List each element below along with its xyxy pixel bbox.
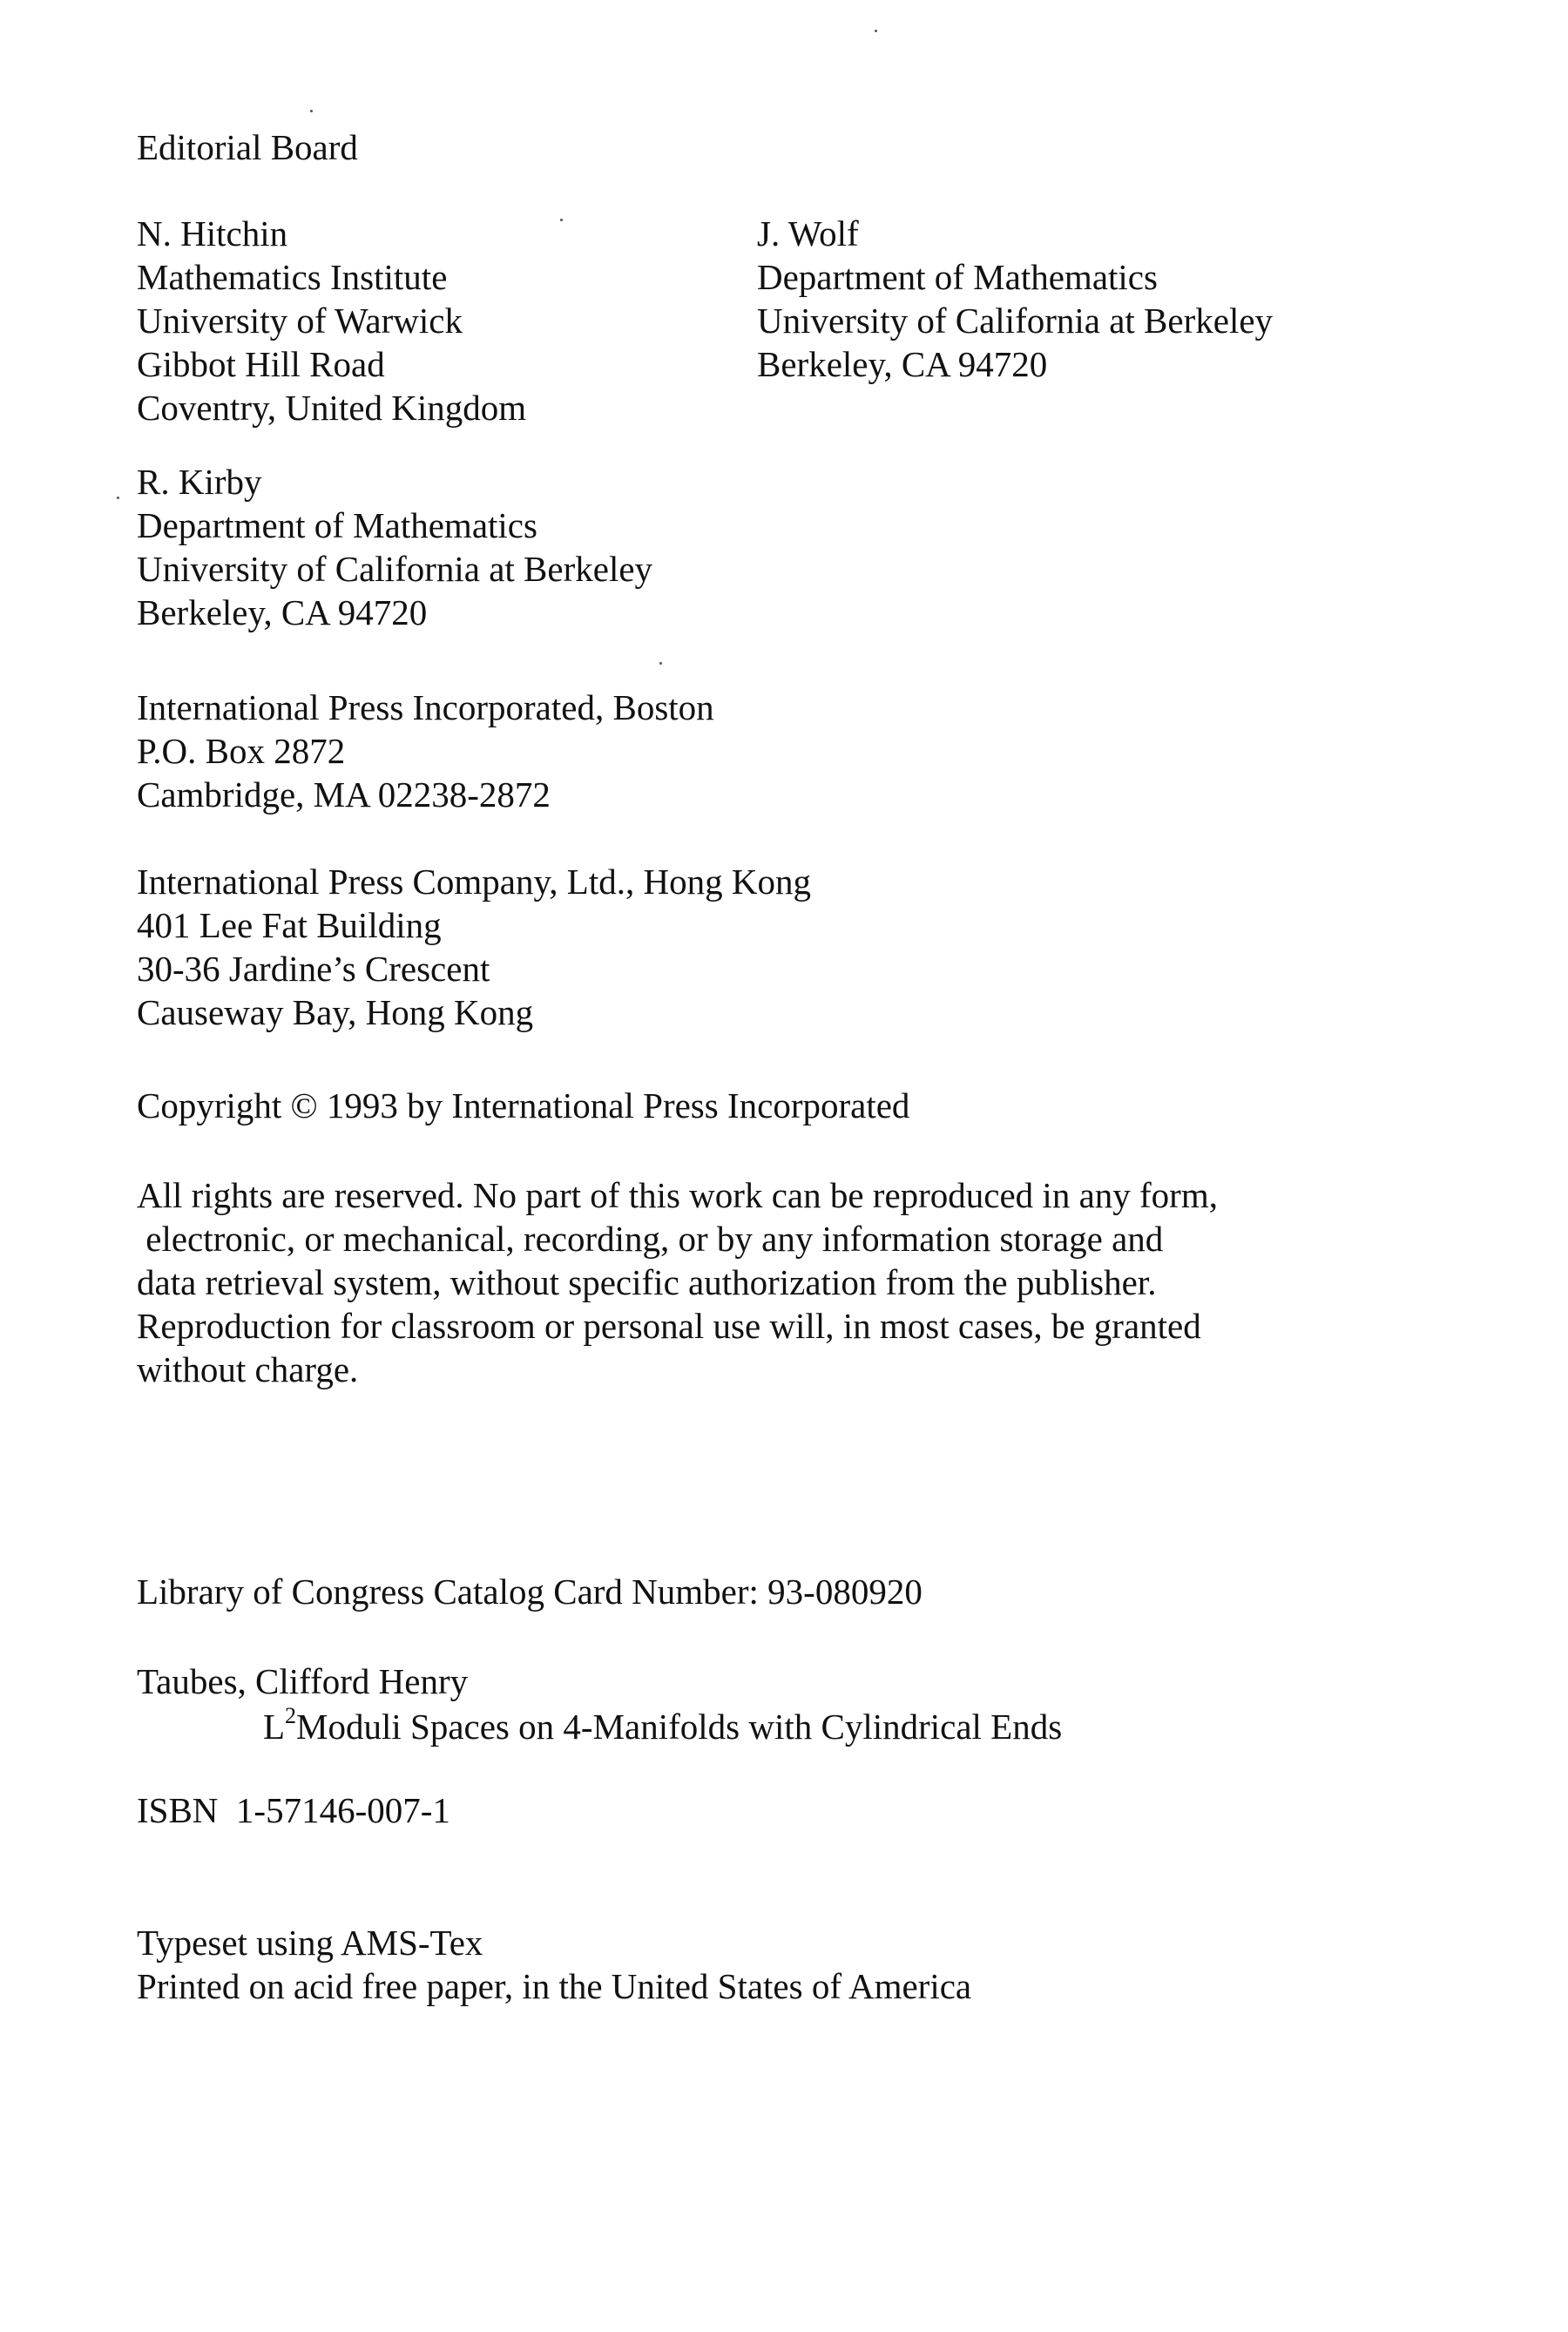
rights-statement (137, 1173, 1218, 1391)
scan-speck (875, 30, 877, 32)
author-name: Taubes, Clifford Henry (137, 1661, 469, 1701)
scan-speck (560, 219, 563, 221)
member-name: J. Wolf (757, 213, 859, 253)
publisher-address-line: Cambridge, MA 02238-2872 (137, 774, 551, 815)
member-address-line: Mathematics Institute (137, 257, 448, 297)
title-rest: Moduli Spaces on 4-Manifolds with Cylindrical Ends (296, 1707, 1063, 1747)
isbn-text: ISBN 1-57146-007-1 (137, 1790, 450, 1830)
book-title (263, 1705, 1062, 1748)
copyright-text: Copyright © 1993 by International Press Incorporated (137, 1085, 910, 1125)
publisher-address-line: 401 Lee Fat Building (137, 905, 442, 945)
member-address-line: University of California at Berkeley (137, 549, 653, 589)
lccn-entry (137, 1570, 923, 1613)
member-address-line: University of Warwick (137, 301, 463, 341)
catalog-author (137, 1659, 468, 1703)
catalog-title (263, 1705, 1062, 1748)
typeset-note: Typeset using AMS-Tex (137, 1923, 483, 1963)
rights-line: without charge. (137, 1349, 359, 1389)
member-address-line: Department of Mathematics (757, 257, 1158, 297)
rights-line: Reproduction for classroom or personal use will, in most cases, be granted (137, 1306, 1201, 1346)
title-l: L (263, 1707, 286, 1747)
publisher-name: International Press Incorporated, Boston (137, 687, 714, 727)
board-member-kirby (137, 460, 652, 634)
member-address-line: Coventry, United Kingdom (137, 388, 527, 428)
publisher-name: International Press Company, Ltd., Hong Kong (137, 862, 811, 902)
publisher-address-line: Causeway Bay, Hong Kong (137, 992, 534, 1032)
publisher-boston (137, 686, 714, 816)
member-name: R. Kirby (137, 462, 262, 502)
member-address-line: Berkeley, CA 94720 (137, 592, 428, 632)
isbn-entry (137, 1788, 450, 1832)
scan-speck (659, 662, 662, 665)
copyright-notice (137, 1084, 909, 1127)
scan-speck (310, 110, 313, 112)
colophon (137, 1921, 971, 2008)
publisher-hong-kong (137, 860, 811, 1034)
title-superscript: 2 (285, 1703, 297, 1728)
publisher-address-line: 30-36 Jardine’s Crescent (137, 949, 490, 989)
member-address-line: Berkeley, CA 94720 (757, 344, 1048, 384)
lccn-text: Library of Congress Catalog Card Number: 93-080920 (137, 1572, 923, 1612)
editorial-board-heading (137, 125, 358, 169)
heading-text: Editorial Board (137, 127, 358, 167)
member-address-line: University of California at Berkeley (757, 301, 1274, 341)
member-address-line: Department of Mathematics (137, 505, 537, 545)
member-name: N. Hitchin (137, 213, 288, 253)
scan-speck (117, 497, 119, 499)
board-member-hitchin (137, 212, 526, 429)
publisher-address-line: P.O. Box 2872 (137, 731, 346, 771)
rights-line: electronic, or mechanical, recording, or by any information storage and (137, 1219, 1164, 1259)
rights-line: All rights are reserved. No part of this work can be reproduced in any form, (137, 1175, 1218, 1215)
printed-note: Printed on acid free paper, in the United States of America (137, 1966, 972, 2006)
member-address-line: Gibbot Hill Road (137, 344, 385, 384)
rights-line: data retrieval system, without specific authorization from the publisher. (137, 1262, 1157, 1302)
board-member-wolf (757, 212, 1273, 386)
